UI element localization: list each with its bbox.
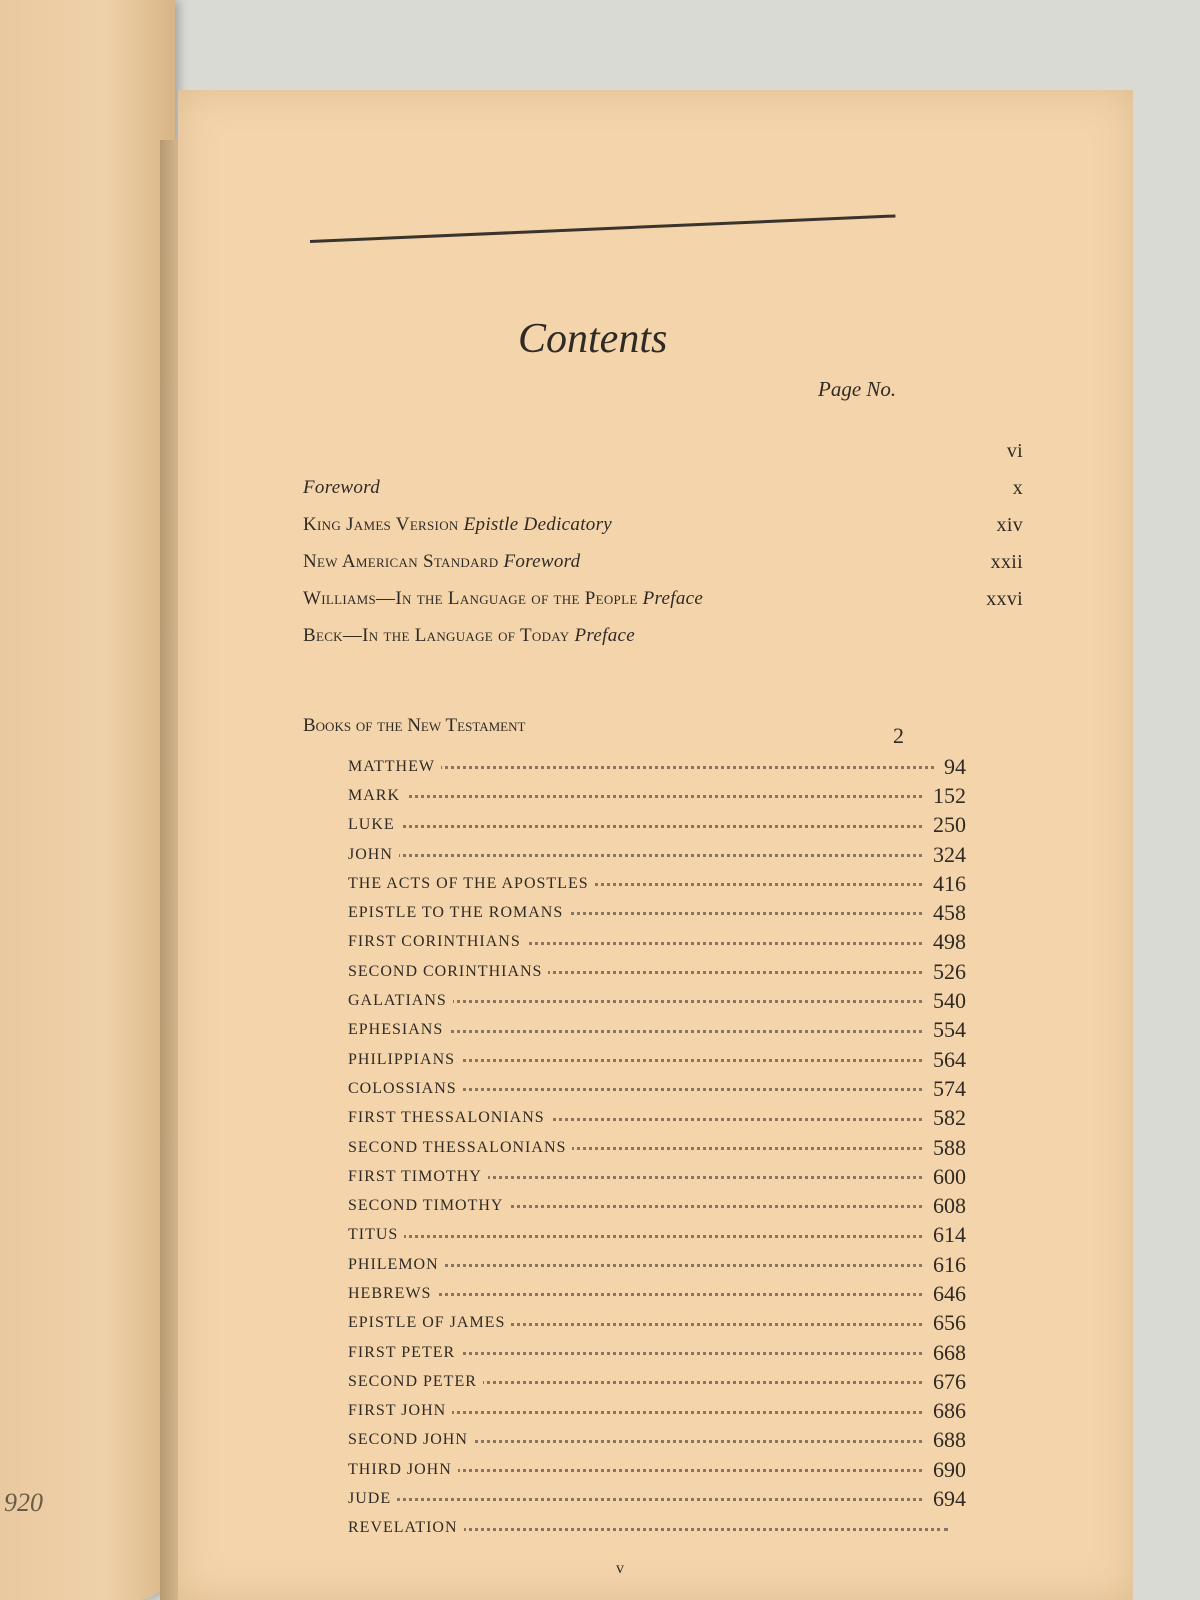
front-matter-list — [303, 440, 1023, 662]
page-footer-numeral: v — [616, 1560, 624, 1577]
page-number-heading: Page No. — [818, 377, 897, 401]
page-title: Contents — [518, 316, 668, 362]
book-page: 608 — [925, 1193, 966, 1219]
book-row — [348, 752, 966, 781]
front-matter-item — [303, 514, 1023, 551]
dot-leader — [348, 854, 948, 857]
book-name: FIRST CORINTHIANS — [348, 933, 527, 951]
book-name: SECOND THESSALONIANS — [348, 1139, 572, 1157]
book-name: FIRST PETER — [348, 1344, 461, 1362]
book-name: EPISTLE OF JAMES — [348, 1314, 511, 1332]
book-name: EPHESIANS — [348, 1021, 449, 1039]
front-matter-label-text: King James Version — [303, 514, 464, 535]
front-matter-label-italic: Epistle Dedicatory — [463, 514, 613, 535]
front-matter-label — [303, 477, 380, 499]
book-row — [348, 1133, 966, 1162]
book-name: HEBREWS — [348, 1285, 437, 1303]
books-heading: Books of the New Testament 2 — [303, 715, 904, 748]
dot-leader — [348, 795, 948, 798]
book-name: LUKE — [348, 816, 401, 834]
dot-leader — [348, 1498, 948, 1501]
book-name: SECOND JOHN — [348, 1431, 474, 1449]
book-name: FIRST TIMOTHY — [348, 1168, 488, 1186]
book-page: 554 — [925, 1017, 966, 1043]
book-row — [348, 986, 966, 1015]
book-row — [348, 840, 966, 869]
book-row — [348, 1397, 966, 1426]
book-name: COLOSSIANS — [348, 1080, 463, 1098]
book-page: 676 — [925, 1369, 966, 1395]
book-row — [348, 1104, 966, 1133]
front-matter-label-italic: Foreword — [303, 477, 380, 498]
book-row — [348, 1016, 966, 1045]
book-name: SECOND PETER — [348, 1373, 483, 1391]
book-name: TITUS — [348, 1226, 404, 1244]
front-matter-label-text: Williams—In the Language of the People — [303, 588, 643, 609]
book-row — [348, 1162, 966, 1191]
front-matter-label-text: Beck—In the Language of Today — [303, 625, 575, 646]
book-row — [348, 1484, 966, 1513]
left-page-corner-number: 920 — [4, 1488, 43, 1517]
book-name: SECOND CORINTHIANS — [348, 963, 548, 981]
front-matter-label-italic: Foreword — [503, 551, 581, 572]
book-page: 690 — [925, 1457, 966, 1483]
front-matter-label — [303, 551, 580, 573]
book-page: 694 — [925, 1486, 966, 1512]
book-page: 600 — [925, 1164, 966, 1190]
front-matter-item — [303, 551, 1023, 588]
book-page: 656 — [925, 1310, 966, 1336]
book-name: MATTHEW — [348, 758, 441, 776]
book-page: 498 — [925, 929, 966, 955]
book-row — [348, 957, 966, 986]
book-name: THE ACTS OF THE APOSTLES — [348, 875, 595, 893]
front-matter-page: xxii — [990, 551, 1023, 573]
book-page: 324 — [925, 842, 966, 868]
book-page: 588 — [925, 1135, 966, 1161]
book-row — [348, 1426, 966, 1455]
book-page: 94 — [936, 754, 966, 780]
front-matter-page: x — [1012, 477, 1023, 499]
book-row — [348, 1455, 966, 1484]
book-row — [348, 1045, 966, 1074]
book-row — [348, 1074, 966, 1103]
book-page: 458 — [925, 900, 966, 926]
book-page: 574 — [925, 1076, 966, 1102]
book-page: 250 — [925, 812, 966, 838]
book-page: 688 — [925, 1427, 966, 1453]
book-row — [348, 1514, 948, 1543]
books-list — [348, 752, 966, 1543]
front-matter-item — [303, 477, 1023, 514]
front-matter-item — [303, 625, 923, 662]
book-page: 646 — [925, 1281, 966, 1307]
book-name: JOHN — [348, 846, 399, 864]
book-name: EPISTLE TO THE ROMANS — [348, 904, 569, 922]
left-page — [0, 0, 175, 1600]
book-name: PHILIPPIANS — [348, 1051, 461, 1069]
dot-leader — [348, 825, 948, 828]
front-matter-page: xiv — [996, 514, 1023, 536]
book-page: 582 — [925, 1105, 966, 1131]
book-name: MARK — [348, 787, 406, 805]
book-row — [348, 898, 966, 927]
book-page: 526 — [925, 959, 966, 985]
book-row — [348, 1279, 966, 1308]
front-matter-page: vi — [1006, 440, 1023, 462]
book-row — [348, 781, 966, 810]
book-page: 616 — [925, 1252, 966, 1278]
front-matter-page: xxvi — [986, 588, 1023, 610]
book-row — [348, 928, 966, 957]
front-matter-label-italic: Preface — [574, 625, 636, 646]
book-name: PHILEMON — [348, 1256, 445, 1274]
contents-page — [178, 90, 1133, 1600]
book-page: 668 — [925, 1340, 966, 1366]
book-name: REVELATION — [348, 1519, 464, 1537]
book-name: GALATIANS — [348, 992, 453, 1010]
book-page: 152 — [925, 783, 966, 809]
book-page: 540 — [925, 988, 966, 1014]
book-page: 416 — [925, 871, 966, 897]
book-row — [348, 811, 966, 840]
front-matter-label — [303, 588, 703, 610]
dot-leader — [348, 1293, 948, 1296]
front-matter-item — [303, 588, 1023, 625]
front-matter-label-text: New American Standard — [303, 551, 504, 572]
book-name: JUDE — [348, 1490, 397, 1508]
book-name: FIRST THESSALONIANS — [348, 1109, 551, 1127]
book-row — [348, 1367, 966, 1396]
book-row — [348, 1250, 966, 1279]
front-matter-item — [303, 440, 1023, 477]
top-rule — [310, 214, 896, 243]
book-row — [348, 869, 966, 898]
dot-leader — [348, 1235, 948, 1238]
front-matter-label — [303, 514, 612, 536]
books-heading-page: 2 — [893, 723, 904, 748]
book-row — [348, 1338, 966, 1367]
front-matter-label-italic: Preface — [642, 588, 704, 609]
book-page: 686 — [925, 1398, 966, 1424]
book-row — [348, 1309, 966, 1338]
book-row — [348, 1191, 966, 1220]
front-matter-label — [303, 625, 635, 647]
book-page: 614 — [925, 1222, 966, 1248]
book-page: 564 — [925, 1047, 966, 1073]
book-name: FIRST JOHN — [348, 1402, 452, 1420]
book-name: THIRD JOHN — [348, 1461, 458, 1479]
book-name: SECOND TIMOTHY — [348, 1197, 509, 1215]
book-row — [348, 1221, 966, 1250]
